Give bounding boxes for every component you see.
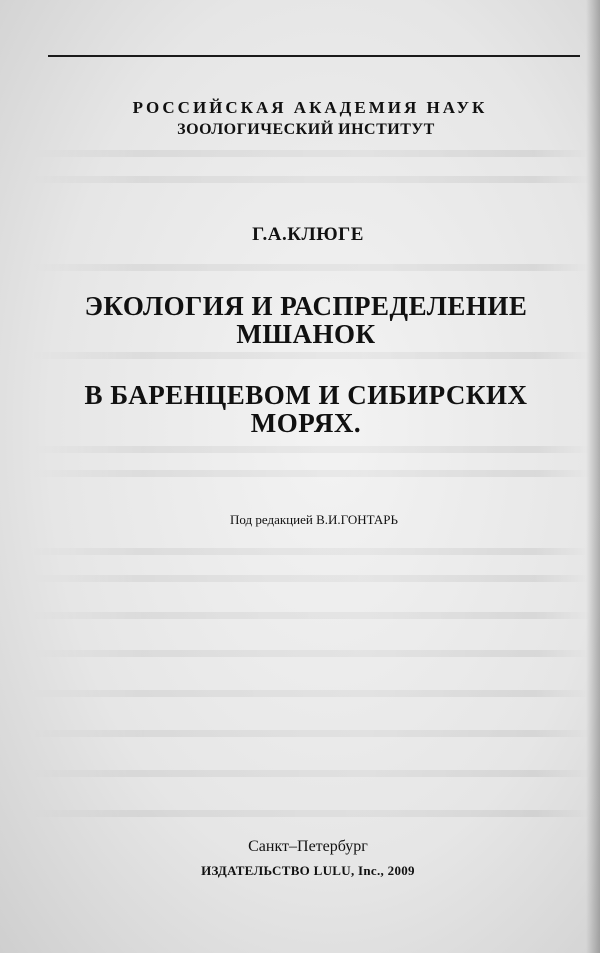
bleed-through-line [30, 770, 590, 777]
top-rule [48, 55, 580, 57]
bleed-through-line [30, 690, 590, 697]
bleed-through-line [30, 612, 590, 619]
bleed-through-line [30, 575, 590, 582]
academy-name: РОССИЙСКАЯ АКАДЕМИЯ НАУК [132, 98, 488, 117]
bleed-through-line [30, 548, 590, 555]
bleed-through-line [30, 352, 590, 359]
bleed-through-line [30, 730, 590, 737]
bleed-through-line [30, 470, 590, 477]
author-name: Г.А.КЛЮГЕ [252, 224, 364, 245]
imprint-city: Санкт–Петербург [248, 838, 368, 855]
bleed-through-line [30, 810, 590, 817]
institute-name: ЗООЛОГИЧЕСКИЙ ИНСТИТУТ [177, 121, 435, 138]
book-title-part-2 [6, 381, 600, 437]
page-edge-shadow [586, 0, 600, 953]
title-line: ЭКОЛОГИЯ И РАСПРЕДЕЛЕНИЕ [84, 291, 528, 321]
bleed-through-line [30, 150, 590, 157]
editor-credit: Под редакцией В.И.ГОНТАРЬ [230, 512, 398, 527]
bleed-through-line [30, 650, 590, 657]
bleed-through-line [30, 176, 590, 183]
title-line: МШАНОК [236, 319, 376, 349]
title-line: В БАРЕНЦЕВОМ И СИБИРСКИХ [84, 380, 528, 410]
book-title-part-1 [6, 292, 600, 348]
bleed-through-line [30, 446, 590, 453]
imprint-publisher: ИЗДАТЕЛЬСТВО LULU, Inc., 2009 [201, 863, 415, 878]
bleed-through-line [30, 264, 590, 271]
title-line: МОРЯХ. [250, 408, 362, 438]
